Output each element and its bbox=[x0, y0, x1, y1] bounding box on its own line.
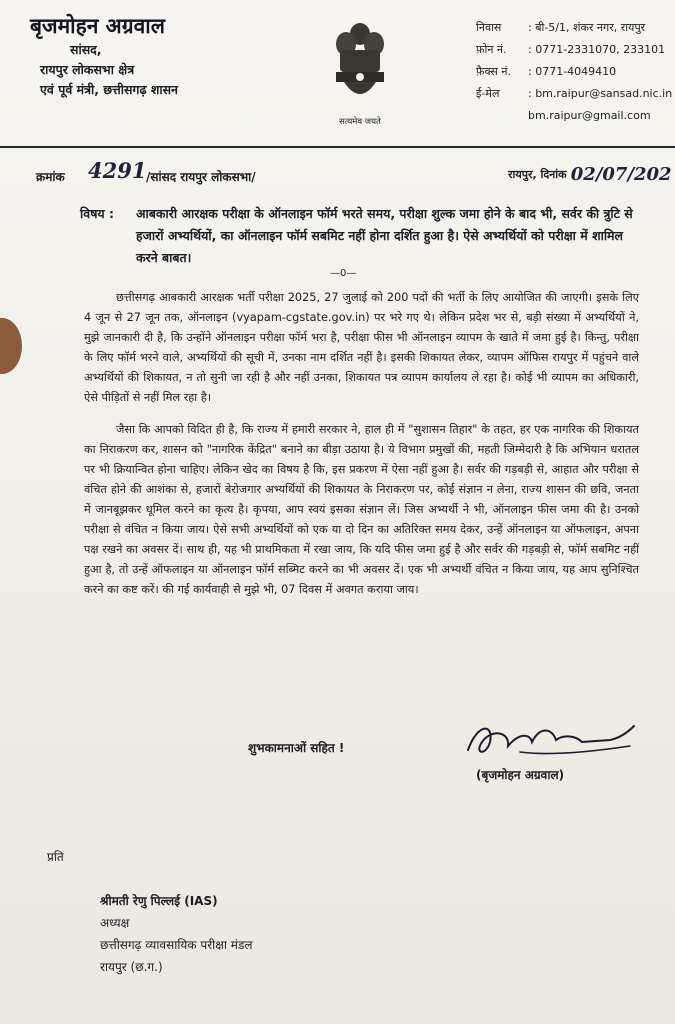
letterhead-contact bbox=[476, 17, 675, 127]
contact-email-2: bm.raipur@gmail.com bbox=[528, 109, 651, 122]
date-block bbox=[508, 164, 672, 185]
contact-phone: फ़ोन नं. : 0771-2331070, 233101 bbox=[476, 43, 666, 56]
letter-body bbox=[84, 288, 639, 600]
date-place: रायपुर, दिनांक bbox=[508, 168, 567, 181]
recipient-name: श्रीमती रेणु पिल्लई (IAS) bbox=[100, 894, 218, 908]
lion-capital-icon bbox=[330, 14, 390, 114]
recipient-organisation: छत्तीसगढ़ व्यावसायिक परीक्षा मंडल bbox=[100, 938, 253, 952]
recipient-label: प्रति bbox=[47, 850, 64, 864]
recipient-address bbox=[100, 890, 253, 978]
sender-name: बृजमोहन अग्रवाल bbox=[30, 14, 165, 38]
recipient-designation: अध्यक्ष bbox=[100, 916, 130, 930]
contact-residence: निवास : बी-5/1, शंकर नगर, रायपुर bbox=[476, 21, 646, 34]
subject-text: आबकारी आरक्षक परीक्षा के ऑनलाइन फॉर्म भरते समय, परीक्षा शुल्क जमा होने के बाद भी, सर्वर की त्रुटि से हजारों अभ्यर्थियों, का ऑनलाइन फॉर्म सबमिट नहीं होना दर्शित हुआ है। ऐसे अभ्यर्थियों को परीक्षा में शामिल करने बाबत। bbox=[136, 206, 633, 265]
reference-label: क्रमांक bbox=[36, 170, 65, 184]
contact-fax: फ़ैक्स नं. : 0771-4049410 bbox=[476, 65, 617, 78]
signature-icon bbox=[460, 712, 640, 762]
reference-line bbox=[36, 158, 675, 186]
finger-shadow bbox=[0, 318, 22, 374]
separator: —0— bbox=[330, 268, 357, 279]
contact-email: ई-मेल : bm.raipur@sansad.nic.in bbox=[476, 87, 673, 100]
subject-label: विषय : bbox=[80, 206, 115, 221]
national-emblem bbox=[330, 14, 390, 127]
body-paragraph-1: छत्तीसगढ़ आबकारी आरक्षक भर्ती परीक्षा 2025, 27 जुलाई को 200 पदों की भर्ती के लिए आयोजित की जाएगी। इसके लिए 4 जून से 27 जून तक, ऑनलाइन (vyapam-cgstate.gov.in) पर भरे गए थे। लेकिन प्रदेश भर से, बड़ी संख्या में अभ्यर्थियों ने, मुझे जानकारी दी है, कि उन्होंने ऑनलाइन परीक्षा फॉर्म भरा है, परीक्षा फीस भी ऑनलाइन व्यापम के खाते में जमा हुई है। किन्तु, परीक्षा के लिए फॉर्म भरने वाले, अभ्यर्थियों की सूची में, उनका नाम दर्शित नहीं है। इसकी शिकायत लेकर, व्यापम ऑफिस रायपुर में पहुंचने वाले अभ्यर्थियों की शिकायत, न तो सुनी जा रही है और नहीं उनका, शिकायत पत्र व्यापम कार्यालय ले रहा है। कोई भी व्यापम का अधिकारी, ऐसे पीड़ितों से नहीं मिल रहा है। bbox=[84, 291, 639, 404]
date-value: 02/07/202 bbox=[570, 164, 672, 185]
sender-constituency: रायपुर लोकसभा क्षेत्र bbox=[40, 62, 135, 77]
sender-title: सांसद, bbox=[70, 42, 102, 57]
letterhead-divider bbox=[0, 146, 675, 148]
body-paragraph-2: जैसा कि आपको विदित ही है, कि राज्य में हमारी सरकार ने, हाल ही में "सुशासन तिहार" के तहत, हर एक नागरिक की शिकायत का निराकरण कर, शासन को "नागरिक केंद्रित" बनाने का बीड़ा उठाया है। ये विभाग प्रमुखों की, महती जिम्मेदारी है कि अभियान धरातल पर भी क्रियान्वित होना चाहिए। लेकिन खेद का विषय है कि, इस प्रकरण में ऐसा नहीं हुआ है। सर्वर की गड़बड़ी से, आहात और परीक्षा से वंचित होने की आशंका से, हजारों बेरोजगार अभ्यर्थियों की शिकायत के निराकरण पर, कोई संज्ञान न लेना, राज्य शासन की छवि, जनता में जानबूझकर धूमिल करने का कृत्य है। कृपया, आप स्वयं इसका संज्ञान लें। जिस अभ्यर्थी ने भी, ऑनलाइन फीस जमा की है। उनको परीक्षा से वंचित न किया जाय। ऐसे सभी अभ्यर्थियों को एक या दो दिन का अतिरिक्त समय देकर, उन्हें ऑनलाइन या ऑफलाइन, अपना पक्ष रखने का अवसर दें। साथ ही, यह भी प्राथमिकता में रखा जाय, कि यदि फीस जमा हुई है और सर्वर की गड़बड़ी से, फॉर्म सबमिट नहीं हुआ है, तो उन्हें ऑफलाइन या ऑनलाइन फॉर्म सब्मिट करने का भी अवसर दें। एक भी अभ्यर्थी वंचित न किया जाय, यह आप सुनिश्चित करने का कष्ट करें। की गई कार्यवाही से मुझे भी, 07 दिवस में अवगत कराया जाय। bbox=[84, 423, 639, 596]
emblem-caption: सत्यमेव जयते bbox=[339, 117, 381, 127]
recipient-city: रायपुर (छ.ग.) bbox=[100, 960, 163, 974]
signer-name: (बृजमोहन अग्रवाल) bbox=[476, 768, 565, 782]
reference-office: /सांसद रायपुर लोकसभा/ bbox=[146, 170, 256, 184]
letterhead-sender bbox=[30, 12, 290, 100]
closing-line: शुभकामनाओं सहित ! bbox=[248, 741, 345, 755]
sender-former-post: एवं पूर्व मंत्री, छत्तीसगढ़ शासन bbox=[40, 82, 178, 97]
reference-number: 4291 bbox=[88, 158, 147, 183]
